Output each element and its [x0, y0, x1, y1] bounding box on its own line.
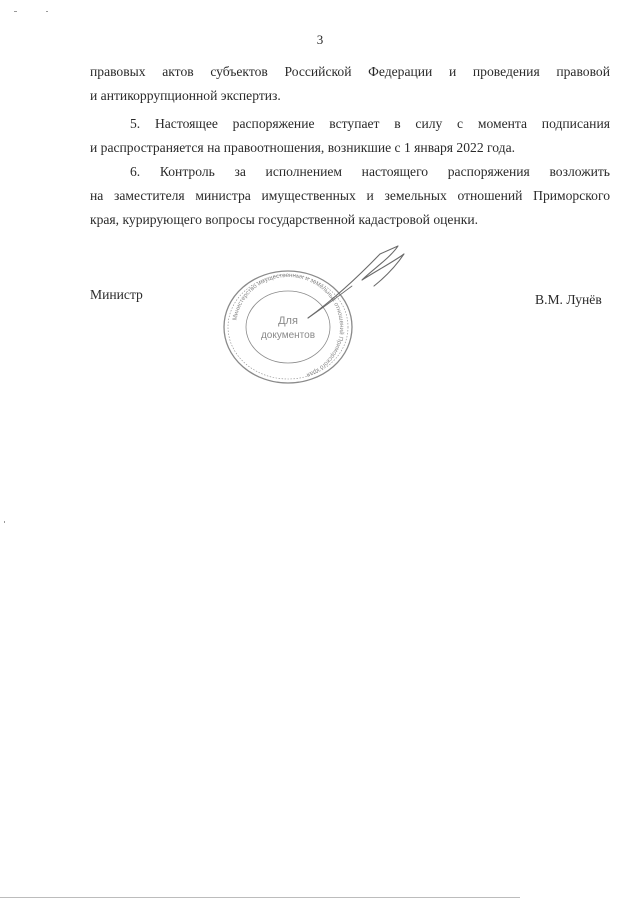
signatory-name: В.М. Лунёв [535, 292, 602, 307]
paragraph-continuation [90, 60, 610, 108]
stamp-ring-text: Министерство имущественных и земельных отношений Приморского края [231, 271, 346, 379]
scan-artifact [46, 11, 48, 12]
page-number: 3 [316, 32, 324, 47]
stamp-center-text-2: документов [260, 330, 316, 341]
paragraph-line: на заместителя министра имущественных и земельных отношений Приморского [90, 188, 610, 203]
handwritten-signature [300, 240, 410, 330]
paragraph-line: и антикоррупционной экспертиз. [90, 88, 281, 103]
scan-artifact [4, 521, 5, 523]
paragraph-line: 5. Настоящее распоряжение вступает в силу с момента подписания [130, 116, 610, 131]
paragraph-5 [90, 112, 610, 160]
paragraph-line: края, курирующего вопросы государственной кадастровой оценки. [90, 212, 479, 227]
signatory-title: Министр [90, 287, 143, 302]
paragraph-line: 6. Контроль за исполнением настоящего распоряжения возложить [130, 164, 610, 179]
paragraph-line: и распространяется на правоотношения, возникшие с 1 января 2022 года. [90, 140, 516, 155]
scan-artifact [14, 11, 17, 12]
paragraph-6 [90, 160, 610, 232]
paragraph-line: правовых актов субъектов Российской Федерации и проведения правовой [90, 64, 610, 79]
scan-edge-line [0, 897, 520, 898]
stamp-center-text-1: Для [278, 315, 298, 327]
